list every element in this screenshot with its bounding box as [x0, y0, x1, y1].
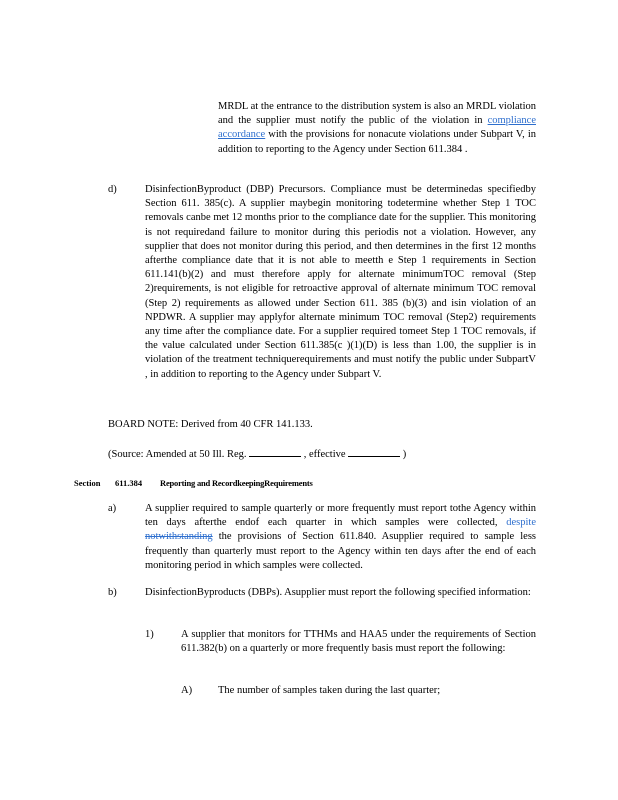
item-b-label: b) — [108, 587, 117, 598]
paragraph-text: with the provisions for nonacute violations under Subpart V, in addition to reporting to the Agency under Section 611.384 . — [218, 129, 536, 155]
source-line — [108, 447, 406, 462]
source-close: ) — [402, 449, 407, 460]
item-bA-label: A) — [181, 685, 193, 696]
paragraph-text: the provisions of Section 611.840. Asupplier required to sample less frequently than quarterly must report to the Agency within ten days after the end of each monitoring period in which samples were collected. — [145, 531, 536, 571]
inserted-text: despite — [506, 517, 536, 529]
paragraph-mrdl-violation — [218, 100, 536, 157]
item-bA-text: The number of samples taken during the last quarter; — [218, 685, 441, 696]
item-d-label: d) — [108, 184, 117, 195]
section-number: 611.384 — [115, 478, 143, 488]
item-b1-label: 1) — [145, 629, 154, 640]
item-b-text: DisinfectionByproducts (DBPs). Asupplier must report the following specified information: — [145, 587, 531, 598]
section-title: Reporting and RecordkeepingRequirements — [160, 478, 313, 488]
item-a-label: a) — [108, 503, 117, 514]
item-a-text — [145, 502, 536, 573]
blank-line — [249, 447, 301, 457]
inserted-text: compliance accordance — [218, 115, 536, 141]
paragraph-text: MRDL at the entrance to the distribution system is also an MRDL violation and the supplier must notify the public of the violation in — [218, 101, 536, 127]
deleted-text: notwithstanding — [145, 531, 213, 543]
section-label: Section — [74, 478, 101, 488]
paragraph-text: A supplier required to sample quarterly or more frequently must report tothe Agency within ten days afterthe endof each quarter in which samples were collected, — [145, 503, 536, 529]
blank-line — [348, 447, 400, 457]
source-effective: , effective — [303, 449, 346, 460]
source-prefix: (Source: Amended at 50 Ill. Reg. — [108, 449, 247, 460]
item-d-text: DisinfectionByproduct (DBP) Precursors. Compliance must be determinedas specifiedby Section 611. 385(c). A supplier maybegin monitoring todetermine whether Step 1 TOC removals canbe met 12 months prior to the compliance date for the supplier. This monitoring is not requiredand failure to monitor during this periodis not a violation. However, any supplier that does not monitor during this period, and then determines in the first 12 months afterthe compliance date that it is not able to meetth e Step 1 requirements in Section 611.141(b)(2) and must therefore apply for alternate minimumTOC removal (Step 2)requirements, is not eligible for retroactive approval of alternate minimum TOC removal (Step 2) requirements as allowed under Section 611. 385 (b)(3) and isin violation of an NPDWR. A supplier may applyfor alternate minimum TOC removal (Step2) requirements any time after the compliance date. For a supplier required tomeet Step 1 TOC removals, if the value calculated under Section 611.385(c )(1)(D) is less than 1.00, the supplier is in violation of the treatment techniquerequirements and must notify the public under SubpartV , in addition to reporting to the Agency under Subpart V. — [145, 184, 536, 380]
item-b1-text: A supplier that monitors for TTHMs and HAA5 under the requirements of Section 611.382(b) on a quarterly or more frequently basis must report the following: — [181, 629, 536, 655]
board-note: BOARD NOTE: Derived from 40 CFR 141.133. — [108, 419, 313, 430]
